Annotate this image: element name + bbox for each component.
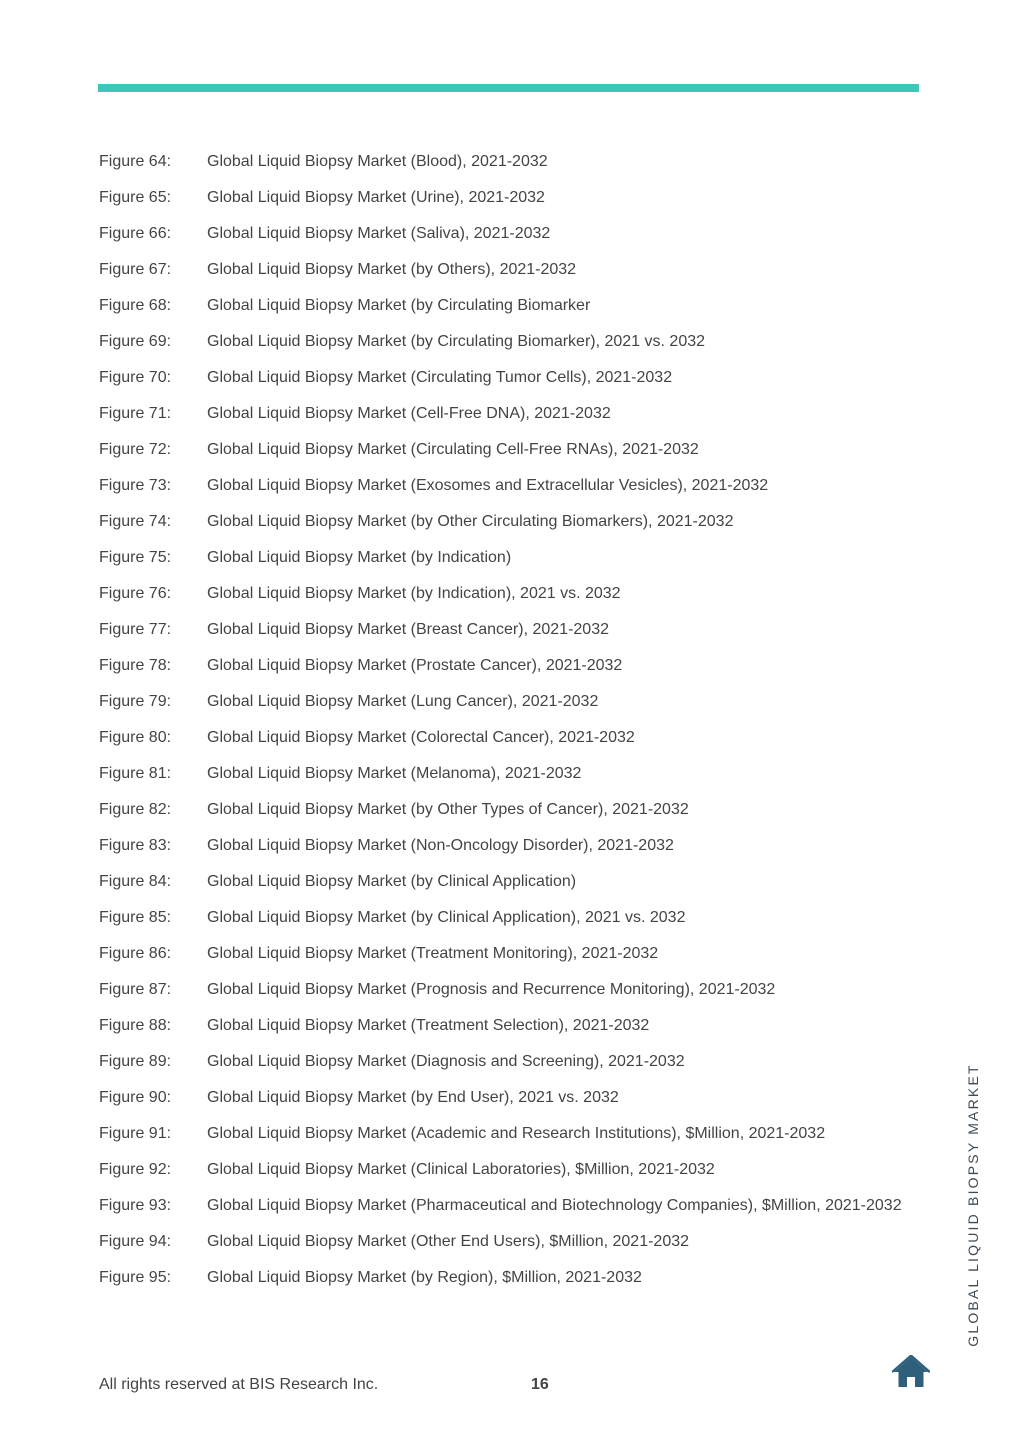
figure-title: Global Liquid Biopsy Market (Urine), 2021-2032 (207, 189, 545, 206)
list-item[interactable] (99, 506, 919, 537)
figure-title: Global Liquid Biopsy Market (Prostate Cancer), 2021-2032 (207, 657, 623, 674)
list-item[interactable] (99, 326, 919, 357)
figure-number: Figure 84: (99, 873, 172, 890)
figure-number: Figure 86: (99, 945, 172, 962)
figure-title: Global Liquid Biopsy Market (Melanoma), 2021-2032 (207, 765, 582, 782)
list-item[interactable] (99, 614, 919, 645)
figure-title: Global Liquid Biopsy Market (Pharmaceutical and Biotechnology Companies), $Million, 2021-2032 (207, 1197, 902, 1214)
figure-number: Figure 90: (99, 1089, 172, 1106)
figure-number: Figure 68: (99, 297, 172, 314)
figure-number: Figure 75: (99, 549, 172, 566)
figure-title: Global Liquid Biopsy Market (by Clinical Application), 2021 vs. 2032 (207, 909, 686, 926)
figure-title: Global Liquid Biopsy Market (Circulating Tumor Cells), 2021-2032 (207, 369, 673, 386)
home-icon[interactable] (892, 1355, 930, 1389)
figure-title: Global Liquid Biopsy Market (Saliva), 2021-2032 (207, 225, 551, 242)
figure-number: Figure 73: (99, 477, 172, 494)
figure-number: Figure 91: (99, 1125, 172, 1142)
list-item[interactable] (99, 902, 919, 933)
figure-title: Global Liquid Biopsy Market (by End User), 2021 vs. 2032 (207, 1089, 619, 1106)
figure-number: Figure 80: (99, 729, 172, 746)
figure-title: Global Liquid Biopsy Market (by Region), $Million, 2021-2032 (207, 1269, 642, 1286)
figure-title: Global Liquid Biopsy Market (Breast Cancer), 2021-2032 (207, 621, 609, 638)
list-item[interactable] (99, 1262, 919, 1293)
figure-number: Figure 66: (99, 225, 172, 242)
list-item[interactable] (99, 1226, 919, 1257)
list-item[interactable] (99, 434, 919, 465)
figure-title: Global Liquid Biopsy Market (Treatment Monitoring), 2021-2032 (207, 945, 659, 962)
figure-title: Global Liquid Biopsy Market (by Circulating Biomarker), 2021 vs. 2032 (207, 333, 706, 350)
figure-title: Global Liquid Biopsy Market (Treatment Selection), 2021-2032 (207, 1017, 650, 1034)
list-item[interactable] (99, 542, 919, 573)
list-item[interactable] (99, 794, 919, 825)
figure-number: Figure 88: (99, 1017, 172, 1034)
figure-number: Figure 71: (99, 405, 172, 422)
list-item[interactable] (99, 182, 919, 213)
figure-title: Global Liquid Biopsy Market (Circulating Cell-Free RNAs), 2021-2032 (207, 441, 699, 458)
list-item[interactable] (99, 1010, 919, 1041)
list-item[interactable] (99, 722, 919, 753)
list-item[interactable] (99, 218, 919, 249)
list-item[interactable] (99, 866, 919, 897)
list-item[interactable] (99, 290, 919, 321)
list-item[interactable] (99, 578, 919, 609)
footer-copyright: All rights reserved at BIS Research Inc. (99, 1376, 379, 1393)
figure-title: Global Liquid Biopsy Market (Cell-Free DNA), 2021-2032 (207, 405, 611, 422)
figure-title: Global Liquid Biopsy Market (by Indication) (207, 549, 512, 566)
figure-title: Global Liquid Biopsy Market (Academic and Research Institutions), $Million, 2021-2032 (207, 1125, 826, 1142)
figure-number: Figure 94: (99, 1233, 172, 1250)
figure-number: Figure 78: (99, 657, 172, 674)
list-item[interactable] (99, 830, 919, 861)
figure-title: Global Liquid Biopsy Market (Prognosis and Recurrence Monitoring), 2021-2032 (207, 981, 776, 998)
figure-title: Global Liquid Biopsy Market (by Other Circulating Biomarkers), 2021-2032 (207, 513, 734, 530)
figure-number: Figure 79: (99, 693, 172, 710)
figure-title: Global Liquid Biopsy Market (Exosomes and Extracellular Vesicles), 2021-2032 (207, 477, 769, 494)
list-item[interactable] (99, 1190, 919, 1221)
figure-number: Figure 67: (99, 261, 172, 278)
list-item[interactable] (99, 758, 919, 789)
figure-number: Figure 87: (99, 981, 172, 998)
figure-number: Figure 82: (99, 801, 172, 818)
figure-number: Figure 65: (99, 189, 172, 206)
list-item[interactable] (99, 362, 919, 393)
list-item[interactable] (99, 470, 919, 501)
figure-number: Figure 85: (99, 909, 172, 926)
figure-title: Global Liquid Biopsy Market (Lung Cancer), 2021-2032 (207, 693, 599, 710)
list-of-figures (99, 146, 919, 1298)
figure-number: Figure 69: (99, 333, 172, 350)
figure-number: Figure 77: (99, 621, 172, 638)
figure-title: Global Liquid Biopsy Market (Other End Users), $Million, 2021-2032 (207, 1233, 690, 1250)
figure-title: Global Liquid Biopsy Market (by Clinical Application) (207, 873, 577, 890)
figure-number: Figure 81: (99, 765, 172, 782)
figure-number: Figure 70: (99, 369, 172, 386)
figure-title: Global Liquid Biopsy Market (by Others), 2021-2032 (207, 261, 577, 278)
figure-title: Global Liquid Biopsy Market (Colorectal Cancer), 2021-2032 (207, 729, 635, 746)
side-report-title: GLOBAL LIQUID BIOPSY MARKET (965, 1063, 981, 1347)
list-item[interactable] (99, 1154, 919, 1185)
figure-title: Global Liquid Biopsy Market (by Circulating Biomarker (207, 297, 591, 314)
figure-number: Figure 83: (99, 837, 172, 854)
list-item[interactable] (99, 1082, 919, 1113)
figure-number: Figure 93: (99, 1197, 172, 1214)
list-item[interactable] (99, 254, 919, 285)
list-item[interactable] (99, 650, 919, 681)
figure-number: Figure 64: (99, 153, 172, 170)
figure-title: Global Liquid Biopsy Market (by Other Types of Cancer), 2021-2032 (207, 801, 689, 818)
figure-title: Global Liquid Biopsy Market (Non-Oncology Disorder), 2021-2032 (207, 837, 674, 854)
figure-number: Figure 76: (99, 585, 172, 602)
list-item[interactable] (99, 1046, 919, 1077)
figure-title: Global Liquid Biopsy Market (Diagnosis and Screening), 2021-2032 (207, 1053, 685, 1070)
figure-number: Figure 95: (99, 1269, 172, 1286)
figure-number: Figure 74: (99, 513, 172, 530)
list-item[interactable] (99, 974, 919, 1005)
figure-title: Global Liquid Biopsy Market (Clinical Laboratories), $Million, 2021-2032 (207, 1161, 715, 1178)
figure-title: Global Liquid Biopsy Market (by Indication), 2021 vs. 2032 (207, 585, 621, 602)
figure-number: Figure 89: (99, 1053, 172, 1070)
list-item[interactable] (99, 398, 919, 429)
figure-number: Figure 92: (99, 1161, 172, 1178)
list-item[interactable] (99, 146, 919, 177)
list-item[interactable] (99, 1118, 919, 1149)
list-item[interactable] (99, 686, 919, 717)
page-number: 16 (531, 1376, 549, 1393)
list-item[interactable] (99, 938, 919, 969)
figure-title: Global Liquid Biopsy Market (Blood), 2021-2032 (207, 153, 548, 170)
header-accent-rule (98, 84, 919, 92)
figure-number: Figure 72: (99, 441, 172, 458)
